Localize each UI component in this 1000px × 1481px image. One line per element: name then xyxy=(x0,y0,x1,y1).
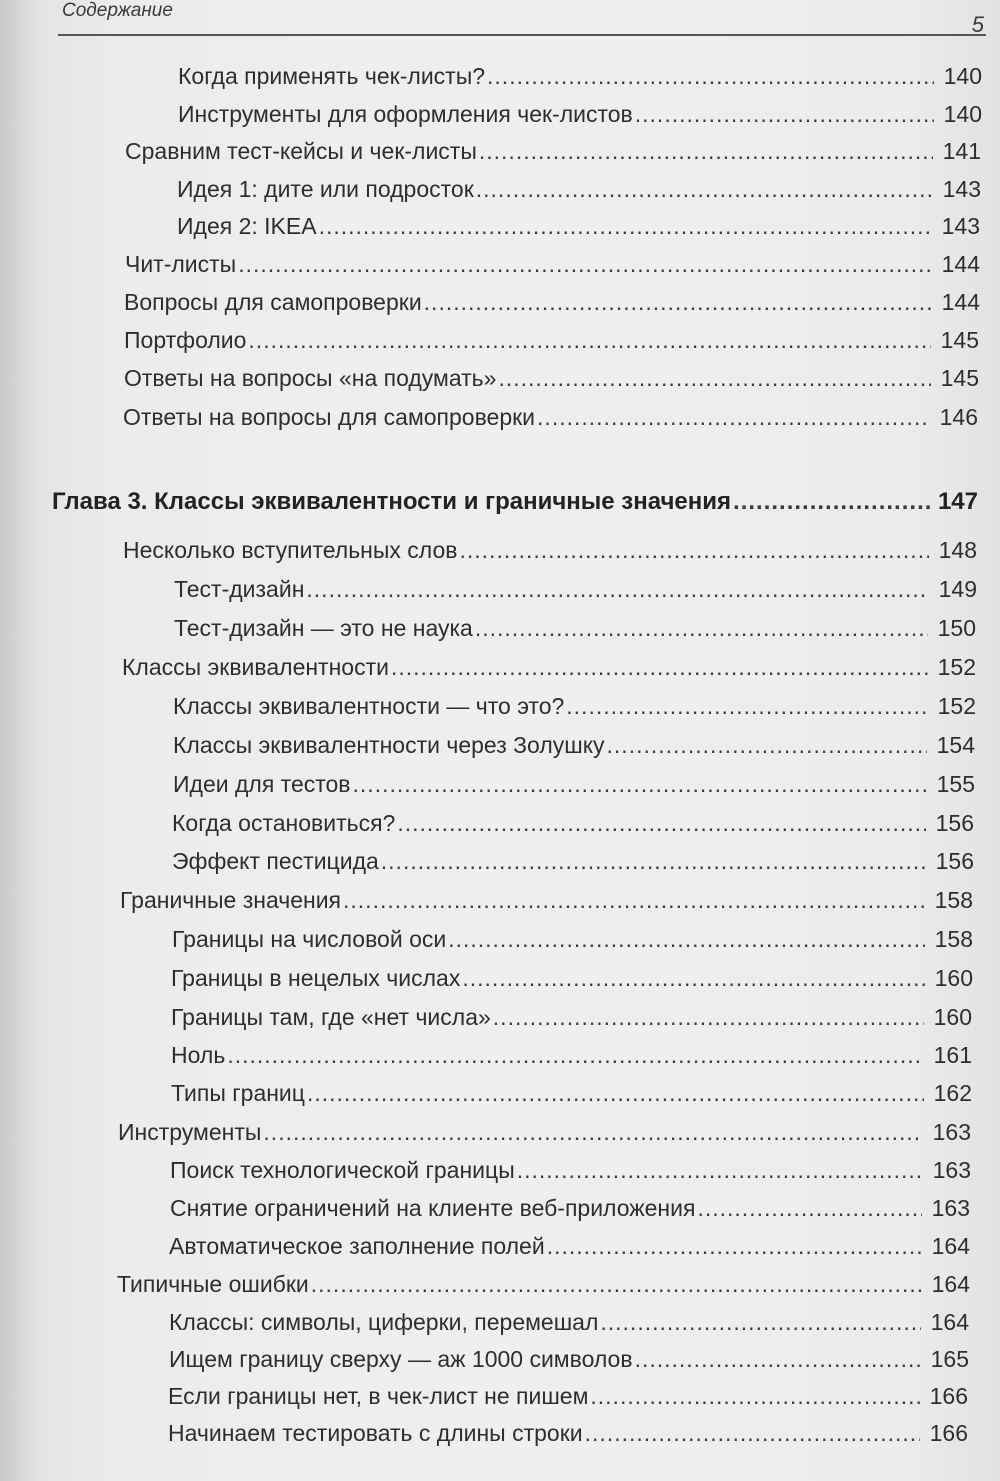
dot-leader xyxy=(607,727,927,763)
toc-entry xyxy=(124,322,979,358)
toc-entry xyxy=(125,246,980,282)
dot-leader xyxy=(319,208,932,244)
toc-entry xyxy=(125,133,981,169)
toc-entry xyxy=(118,1114,971,1150)
toc-entry xyxy=(172,843,974,879)
toc-entry xyxy=(169,1341,969,1377)
toc-entry xyxy=(122,649,976,685)
dot-leader xyxy=(460,532,930,568)
toc-entry-page: 140 xyxy=(943,101,982,127)
dot-leader xyxy=(487,58,934,94)
toc-entry-title: Когда применять чек-листы? xyxy=(178,63,486,89)
dot-leader xyxy=(635,96,934,132)
toc-entry-page: 163 xyxy=(932,1119,971,1145)
dot-leader xyxy=(517,1152,923,1188)
toc-entry-title: Портфолио xyxy=(124,327,247,353)
toc-entry-page: 144 xyxy=(941,289,980,315)
toc-entry-page: 164 xyxy=(931,1271,970,1297)
toc-entry-page: 166 xyxy=(929,1420,968,1446)
toc-entry-title: Несколько вступительных слов xyxy=(123,537,458,563)
toc-entry-title: Поиск технологической границы xyxy=(170,1157,515,1183)
dot-leader xyxy=(424,284,932,320)
dot-leader xyxy=(238,246,932,282)
toc-entry-title: Классы эквивалентности через Золушку xyxy=(173,732,605,758)
toc-entry-page: 158 xyxy=(934,887,973,913)
toc-entry-page: 152 xyxy=(937,693,976,719)
toc-entry-page: 156 xyxy=(935,848,974,874)
toc-entry-title: Если границы нет, в чек-лист не пишем xyxy=(168,1383,589,1409)
toc-entry-page: 140 xyxy=(943,63,982,89)
toc-entry-page: 143 xyxy=(942,176,981,202)
toc-entry-title: Границы в нецелых числах xyxy=(171,965,461,991)
dot-leader xyxy=(566,688,928,724)
toc-entry-page: 154 xyxy=(936,732,975,758)
toc-entry-title: Типы границ xyxy=(171,1080,305,1106)
toc-entry-title: Тест-дизайн — это не наука xyxy=(174,615,473,641)
dot-leader xyxy=(547,1228,922,1264)
dot-leader xyxy=(227,1037,924,1073)
toc-entry-title: Тест-дизайн xyxy=(174,576,305,602)
toc-entry-title: Ответы на вопросы «на подумать» xyxy=(124,365,497,391)
dot-leader xyxy=(311,1266,922,1302)
dot-leader xyxy=(590,1378,920,1414)
toc-entry xyxy=(173,727,975,763)
toc-entry-page: 145 xyxy=(940,327,979,353)
toc-entry-page: 144 xyxy=(941,251,980,277)
toc-entry-title: Когда остановиться? xyxy=(172,810,396,836)
dot-leader xyxy=(248,322,931,358)
toc-chapter-entry xyxy=(52,484,978,520)
toc-entry-title: Классы эквивалентности xyxy=(122,654,389,680)
header-page-number: 5 xyxy=(971,12,984,37)
toc-entry-page: 156 xyxy=(935,810,974,836)
header-title: Содержание xyxy=(62,0,173,21)
toc-entry-title: Глава 3. Классы эквивалентности и граничные значения xyxy=(52,488,732,515)
toc-entry-page: 160 xyxy=(933,1004,972,1030)
dot-leader xyxy=(306,571,929,607)
toc-entry xyxy=(178,96,982,132)
dot-leader xyxy=(479,133,933,169)
toc-entry-title: Вопросы для самопроверки xyxy=(124,289,422,315)
dot-leader xyxy=(600,1304,921,1340)
toc-entry-page: 149 xyxy=(938,576,977,602)
toc-entry-title: Идея 1: дите или подросток xyxy=(177,176,474,202)
dot-leader xyxy=(307,1075,924,1111)
toc-entry-page: 155 xyxy=(936,771,975,797)
toc-entry xyxy=(177,208,980,244)
toc-entry-page: 145 xyxy=(940,365,979,391)
toc-entry-title: Снятие ограничений на клиенте веб-приложения xyxy=(170,1195,696,1221)
toc-entry xyxy=(124,284,980,320)
toc-entry xyxy=(123,399,978,435)
toc-entry xyxy=(169,1304,969,1340)
toc-entry-page: 166 xyxy=(929,1383,968,1409)
toc-entry-title: Идея 2: IKEA xyxy=(177,213,317,239)
toc-entry xyxy=(168,1415,968,1451)
toc-entry xyxy=(173,766,975,802)
toc-entry xyxy=(169,1228,970,1264)
toc-entry-page: 148 xyxy=(938,537,977,563)
dot-leader xyxy=(697,1190,922,1226)
dot-leader xyxy=(381,843,926,879)
dot-leader xyxy=(476,171,933,207)
dot-leader xyxy=(391,649,928,685)
toc-entry xyxy=(120,882,973,918)
toc-entry-page: 162 xyxy=(933,1080,972,1106)
toc-entry-title: Чит-листы xyxy=(125,251,237,277)
toc-entry xyxy=(171,960,973,996)
toc-entry xyxy=(178,58,982,94)
toc-entry-page: 143 xyxy=(941,213,980,239)
toc-entry-page: 146 xyxy=(939,404,978,430)
toc-entry-page: 150 xyxy=(937,615,976,641)
toc-entry-page: 164 xyxy=(931,1233,970,1259)
dot-leader xyxy=(397,805,926,841)
toc-entry xyxy=(173,688,976,724)
toc-entry xyxy=(174,571,977,607)
toc-entry xyxy=(170,1190,970,1226)
toc-entry-page: 141 xyxy=(942,138,981,164)
toc-entry-title: Автоматическое заполнение полей xyxy=(169,1233,545,1259)
toc-entry-page: 163 xyxy=(932,1157,971,1183)
toc-entry-title: Границы там, где «нет числа» xyxy=(171,1004,491,1030)
toc-entry-page: 164 xyxy=(930,1309,969,1335)
toc-entry-title: Идеи для тестов xyxy=(173,771,351,797)
toc-entry xyxy=(174,610,976,646)
toc-entry-title: Сравним тест-кейсы и чек-листы xyxy=(125,138,477,164)
toc-entry-page: 147 xyxy=(937,488,978,515)
dot-leader xyxy=(635,1341,921,1377)
toc-entry xyxy=(117,1266,970,1302)
toc-entry-page: 158 xyxy=(934,926,973,952)
toc-entry-title: Классы: символы, циферки, перемешал xyxy=(169,1309,599,1335)
dot-leader xyxy=(353,766,927,802)
toc-entry xyxy=(124,360,979,396)
toc-entry xyxy=(172,921,973,957)
toc-entry-page: 163 xyxy=(931,1195,970,1221)
toc-entry xyxy=(171,1075,972,1111)
toc-entry-page: 160 xyxy=(934,965,973,991)
dot-leader xyxy=(343,882,925,918)
toc-entry-title: Эффект пестицида xyxy=(172,848,379,874)
dot-leader xyxy=(263,1114,923,1150)
dot-leader xyxy=(493,999,924,1035)
toc-entry-title: Инструменты xyxy=(118,1119,262,1145)
toc-entry xyxy=(172,805,974,841)
toc-entry-title: Начинаем тестировать с длины строки xyxy=(168,1420,583,1446)
toc-entry-title: Классы эквивалентности — что это? xyxy=(173,693,565,719)
toc-entry-page: 152 xyxy=(937,654,976,680)
dot-leader xyxy=(462,960,925,996)
toc-entry xyxy=(171,999,972,1035)
toc-entry-title: Типичные ошибки xyxy=(117,1271,309,1297)
toc-entry-title: Границы на числовой оси xyxy=(172,926,447,952)
toc-entry-title: Ответы на вопросы для самопроверки xyxy=(123,404,536,430)
dot-leader xyxy=(733,484,930,520)
toc-entry-page: 165 xyxy=(930,1346,969,1372)
toc-entry-page: 161 xyxy=(933,1042,972,1068)
toc-entry xyxy=(177,171,981,207)
toc-entry xyxy=(171,1037,972,1073)
toc-entry-title: Инструменты для оформления чек-листов xyxy=(178,101,633,127)
toc-entry-title: Ноль xyxy=(171,1042,226,1068)
toc-entry xyxy=(123,532,977,568)
toc-entry xyxy=(168,1378,968,1414)
dot-leader xyxy=(498,360,931,396)
dot-leader xyxy=(537,399,930,435)
dot-leader xyxy=(585,1415,920,1451)
toc-entry-title: Ищем границу сверху — аж 1000 символов xyxy=(169,1346,633,1372)
dot-leader xyxy=(448,921,925,957)
toc-entry-title: Граничные значения xyxy=(120,887,342,913)
toc-entry xyxy=(170,1152,971,1188)
dot-leader xyxy=(475,610,928,646)
